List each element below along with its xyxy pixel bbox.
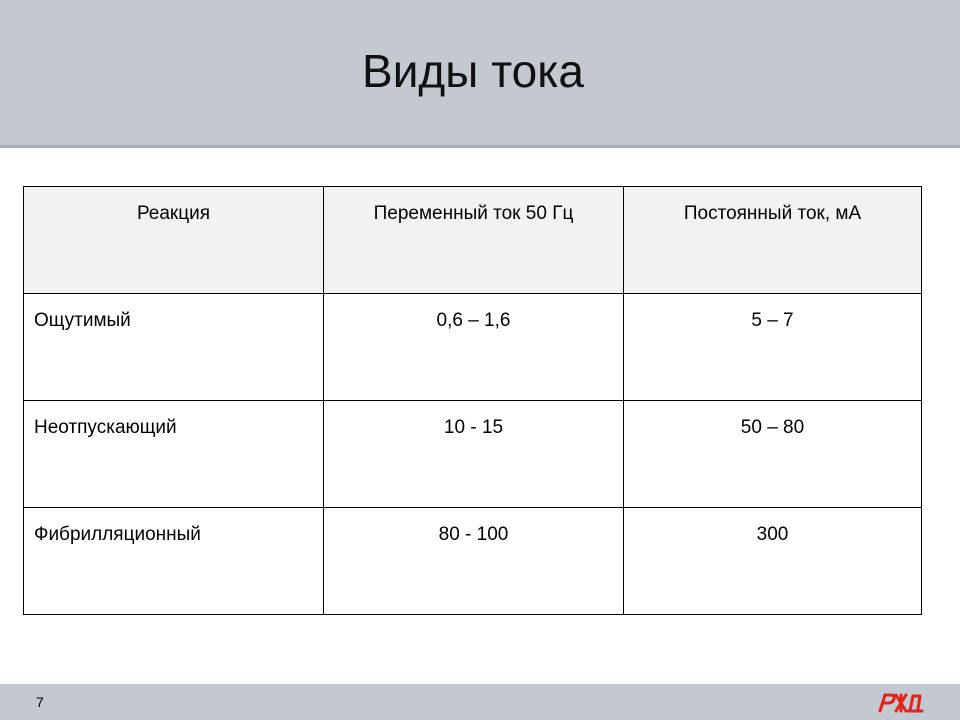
slide-title: Виды тока	[362, 45, 584, 97]
table-cell-ac: 10 - 15	[324, 401, 624, 508]
table-cell-dc: 300	[624, 508, 922, 615]
table-cell-reaction: Фибрилляционный	[24, 508, 324, 615]
table-row	[24, 508, 922, 615]
table-header-cell: Постоянный ток, мА	[624, 187, 922, 294]
table-row	[24, 294, 922, 401]
table-row	[24, 401, 922, 508]
table-cell-dc: 50 – 80	[624, 401, 922, 508]
page-number: 7	[36, 694, 44, 710]
table-cell-dc: 5 – 7	[624, 294, 922, 401]
table-header-row	[24, 187, 922, 294]
table-header-cell: Переменный ток 50 Гц	[324, 187, 624, 294]
table-cell-ac: 80 - 100	[324, 508, 624, 615]
current-types-table	[23, 186, 922, 615]
rzd-logo-icon	[876, 691, 924, 713]
table-cell-reaction: Ощутимый	[24, 294, 324, 401]
table-cell-reaction: Неотпускающий	[24, 401, 324, 508]
slide-footer	[0, 684, 960, 720]
header-divider	[0, 145, 960, 148]
table-cell-ac: 0,6 – 1,6	[324, 294, 624, 401]
table-header-cell: Реакция	[24, 187, 324, 294]
